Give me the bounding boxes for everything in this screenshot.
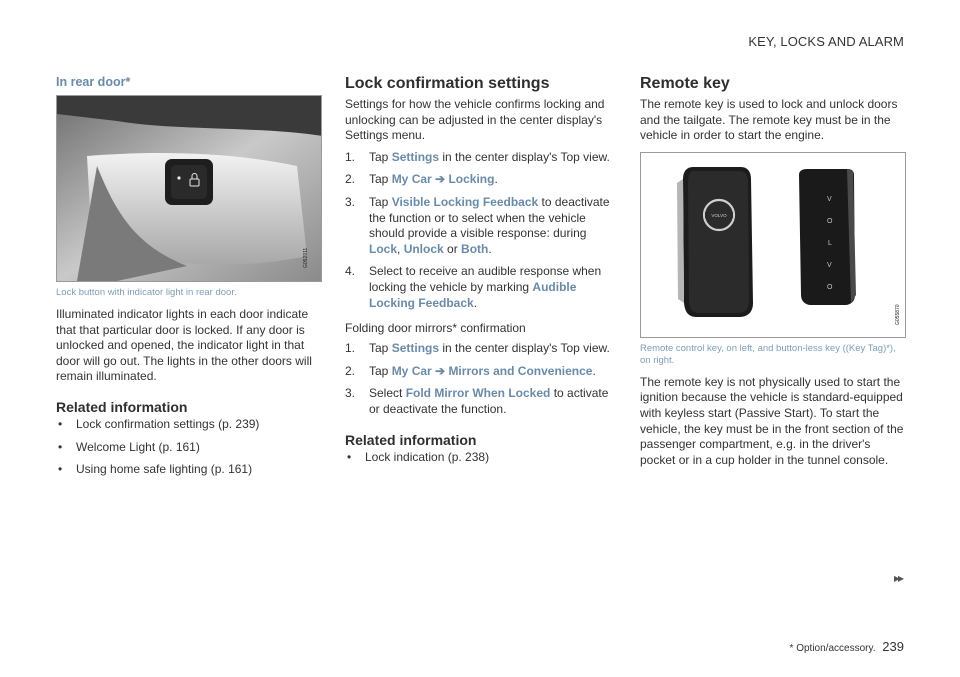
figure-caption: Remote control key, on left, and button-less key ((Key Tag)*), on right. <box>640 342 896 366</box>
step: 3. Tap Visible Locking Feedback to deactivate the function or to select when the vehicle should provide a visible response: during Lock, Unlock or Both. <box>345 194 610 256</box>
lock-steps <box>345 150 611 311</box>
svg-text:V: V <box>827 195 832 203</box>
step: 1. Tap Settings in the center display's Top view. <box>345 341 610 356</box>
column-rear-door <box>56 75 322 485</box>
footnote: * Option/accessory. <box>789 643 876 654</box>
svg-text:V: V <box>827 261 832 269</box>
remote-key-illustration <box>641 153 906 337</box>
page-footer <box>790 639 904 654</box>
step: 2. Tap My Car ➔ Mirrors and Convenience. <box>345 363 596 378</box>
section-title: Lock confirmation settings <box>345 75 550 92</box>
body-text: Illuminated indicator lights in each door indicate that that particular door is locked. If any door is unlocked and opened, the indicator light in that door will go out. The lights in the other doors will remain illuminated. <box>56 307 312 384</box>
svg-text:O: O <box>827 217 833 225</box>
image-code: G055870 <box>895 304 901 325</box>
door-handle-illustration <box>57 96 322 281</box>
svg-text:L: L <box>828 239 832 247</box>
brand-logo: VOLVO <box>711 212 727 218</box>
arrow-right-icon: ➔ <box>431 363 449 378</box>
intro-text: The remote key is used to lock and unlock doors and the tailgate. The remote key must be in the vehicle in order to start the engine. <box>640 97 898 143</box>
running-header: KEY, LOCKS AND ALARM <box>748 34 904 49</box>
body-text: The remote key is not physically used to start the ignition because the vehicle is standard-equipped with keyless start (Passive Start). To start the vehicle, the key must be in the front section of the passenger compartment, e.g. in the driver's pocket or in a cup holder in the tunnel console. <box>640 374 904 467</box>
remote-key-figure <box>640 152 906 338</box>
column-lock-confirmation <box>345 75 611 472</box>
section-title: Remote key <box>640 75 730 92</box>
step: 4. Select to receive an audible response when locking the vehicle by marking Audible Locking Feedback. <box>345 264 602 310</box>
mirror-steps <box>345 341 611 417</box>
image-code: G052911 <box>303 247 309 268</box>
step: 1. Tap Settings in the center display's Top view. <box>345 149 610 164</box>
related-link-welcome-light[interactable]: • Welcome Light (p. 161) <box>56 440 322 456</box>
figure-caption: Lock button with indicator light in rear door. <box>56 287 237 298</box>
related-list <box>56 417 322 478</box>
related-link-lock-confirmation[interactable]: • Lock confirmation settings (p. 239) <box>56 417 322 433</box>
section-subtitle: In rear door* <box>56 75 131 89</box>
menu-settings: Settings <box>391 149 440 164</box>
menu-visible-feedback: Visible Locking Feedback <box>391 194 539 209</box>
page-number: 239 <box>882 639 904 654</box>
menu-locking: Locking <box>448 172 495 187</box>
svg-text:O: O <box>827 283 833 291</box>
related-heading: Related information <box>345 431 477 448</box>
related-list <box>345 450 611 466</box>
step: 3. Select Fold Mirror When Locked to activate or deactivate the function. <box>345 386 609 416</box>
menu-my-car: My Car <box>391 172 432 187</box>
column-remote-key <box>640 75 906 474</box>
related-heading: Related information <box>56 398 188 415</box>
rear-door-lock-figure <box>56 95 322 282</box>
next-page-arrows-icon[interactable]: ▸▸ <box>893 571 902 585</box>
related-link-lock-indication[interactable]: • Lock indication (p. 238) <box>345 450 611 466</box>
arrow-right-icon: ➔ <box>431 172 449 187</box>
intro-text: Settings for how the vehicle confirms locking and unlocking can be adjusted in the center display's Settings menu. <box>345 97 605 143</box>
step: 2. Tap My Car ➔ Locking. <box>345 172 498 187</box>
subsection-label: Folding door mirrors* confirmation <box>345 321 526 336</box>
menu-audible-feedback: Audible Locking Feedback <box>369 279 577 310</box>
related-link-home-safe[interactable]: • Using home safe lighting (p. 161) <box>56 462 322 478</box>
